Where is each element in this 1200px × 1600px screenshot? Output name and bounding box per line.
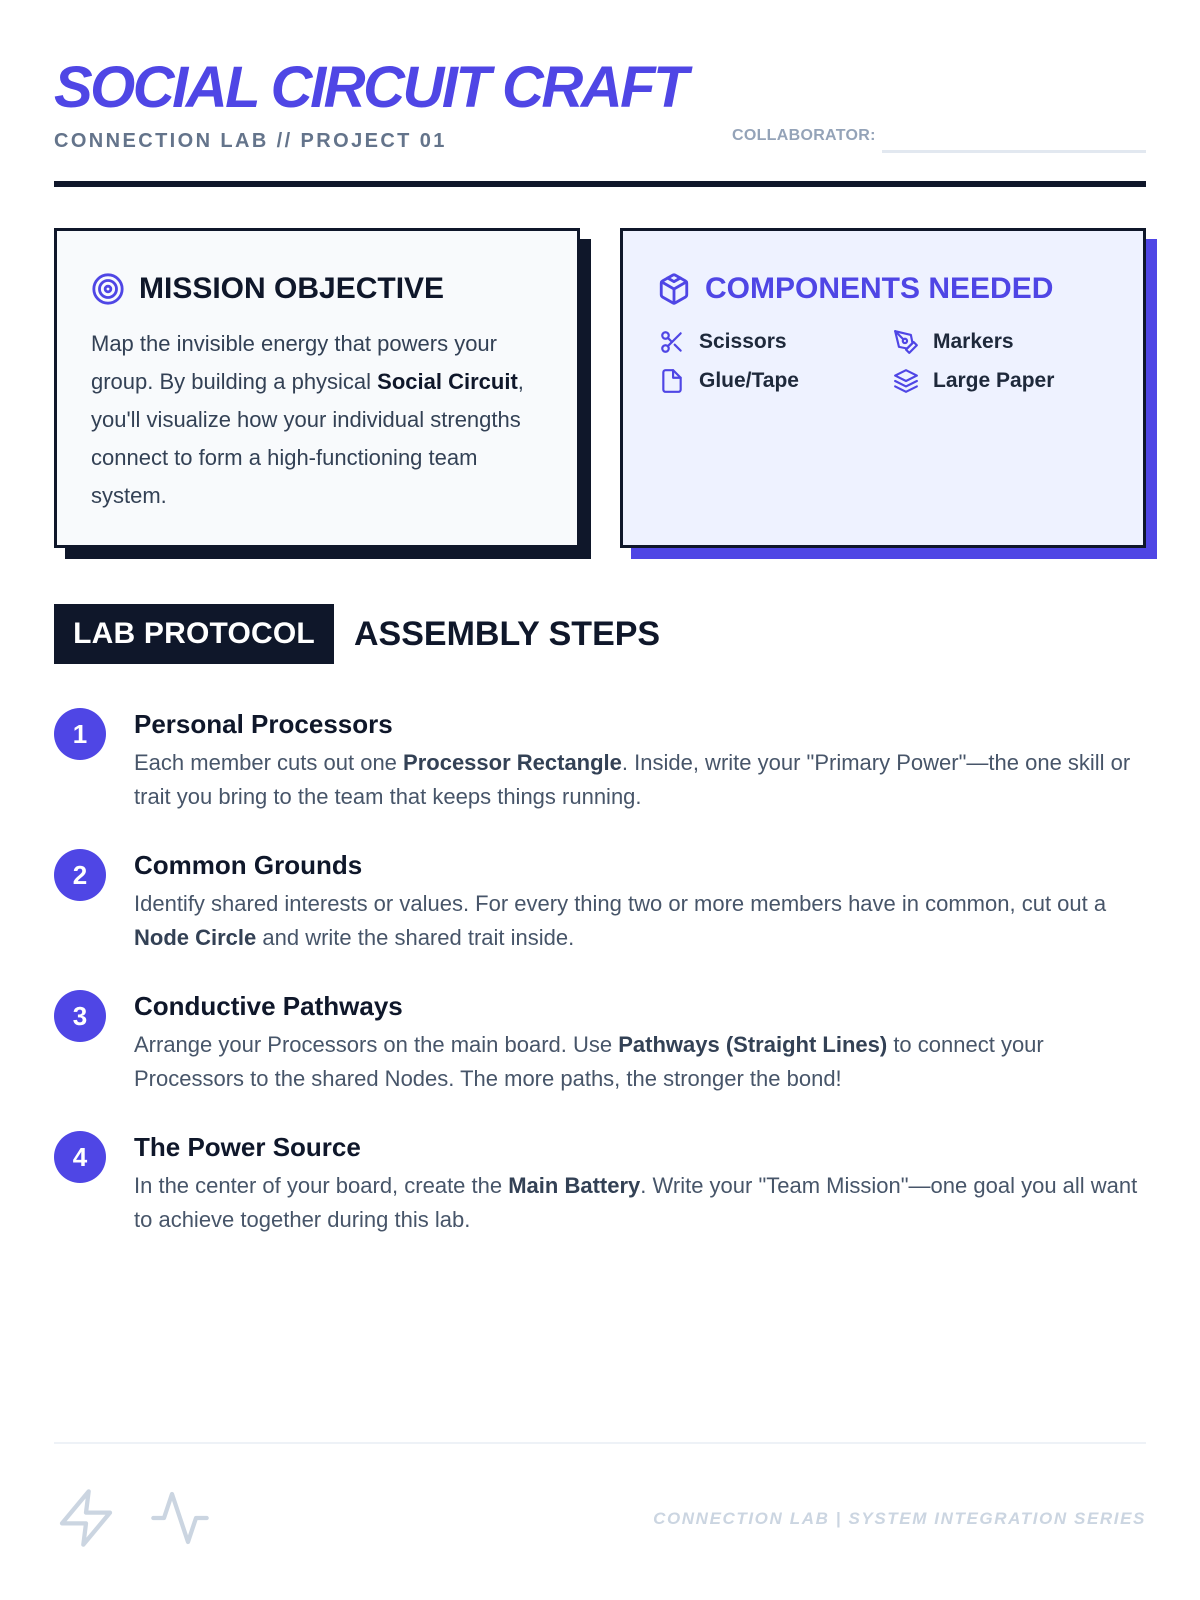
layers-icon: [893, 368, 919, 394]
collaborator-label: COLLABORATOR:: [732, 127, 876, 144]
step-title: Conductive Pathways: [134, 991, 403, 1021]
step-number: 3: [54, 990, 106, 1042]
step-title: Common Grounds: [134, 850, 363, 880]
step-number: 2: [54, 849, 106, 901]
box-icon: [657, 272, 691, 306]
collaborator-field[interactable]: [882, 150, 1146, 153]
file-icon: [659, 368, 685, 394]
activity-icon: [148, 1486, 212, 1550]
pen-tool-icon: [893, 329, 919, 355]
step-description: Each member cuts out one Processor Rectangle. Inside, write your "Primary Power"—the one skill or trait you bring to the team that keeps things running.: [134, 750, 1131, 809]
assembly-steps-title: ASSEMBLY STEPS: [354, 615, 661, 653]
page-subtitle: CONNECTION LAB // PROJECT 01: [54, 130, 447, 152]
header-divider: [54, 181, 1146, 187]
step-description: Arrange your Processors on the main board. Use Pathways (Straight Lines) to connect your Processors to the shared Nodes. The more paths, the stronger the bond!: [134, 1032, 1044, 1091]
step-number: 1: [54, 708, 106, 760]
components-card: [620, 228, 1146, 548]
footer-series-label: CONNECTION LAB | SYSTEM INTEGRATION SERIES: [653, 1509, 1146, 1528]
target-icon: [91, 272, 125, 306]
step-description: Identify shared interests or values. For every thing two or more members have in common, cut out a Node Circle and write the shared trait inside.: [134, 891, 1107, 950]
step-description: In the center of your board, create the Main Battery. Write your "Team Mission"—one goal you all want to achieve together during this lab.: [134, 1173, 1138, 1232]
step-title: The Power Source: [134, 1132, 361, 1162]
component-glue-tape: Glue/Tape: [659, 368, 799, 394]
components-header: [657, 271, 1053, 307]
component-large-paper: Large Paper: [893, 368, 1054, 394]
zap-icon: [54, 1486, 118, 1550]
component-markers: Markers: [893, 329, 1014, 355]
lab-protocol-tag: LAB PROTOCOL: [54, 604, 334, 664]
mission-card: [54, 228, 580, 548]
footer-divider: [54, 1442, 1146, 1444]
step-title: Personal Processors: [134, 709, 393, 739]
scissors-icon: [659, 329, 685, 355]
mission-text: Map the invisible energy that powers your group. By building a physical Social Circuit, you'll visualize how your individual strengths connect to form a high-functioning team system.: [91, 331, 524, 508]
step-number: 4: [54, 1131, 106, 1183]
components-title: COMPONENTS NEEDED: [705, 272, 1054, 305]
page-title: SOCIAL CIRCUIT CRAFT: [54, 55, 687, 120]
mission-header: [91, 271, 444, 307]
component-scissors: Scissors: [659, 329, 787, 355]
worksheet-page: [54, 0, 1146, 1600]
mission-title: MISSION OBJECTIVE: [139, 272, 445, 305]
